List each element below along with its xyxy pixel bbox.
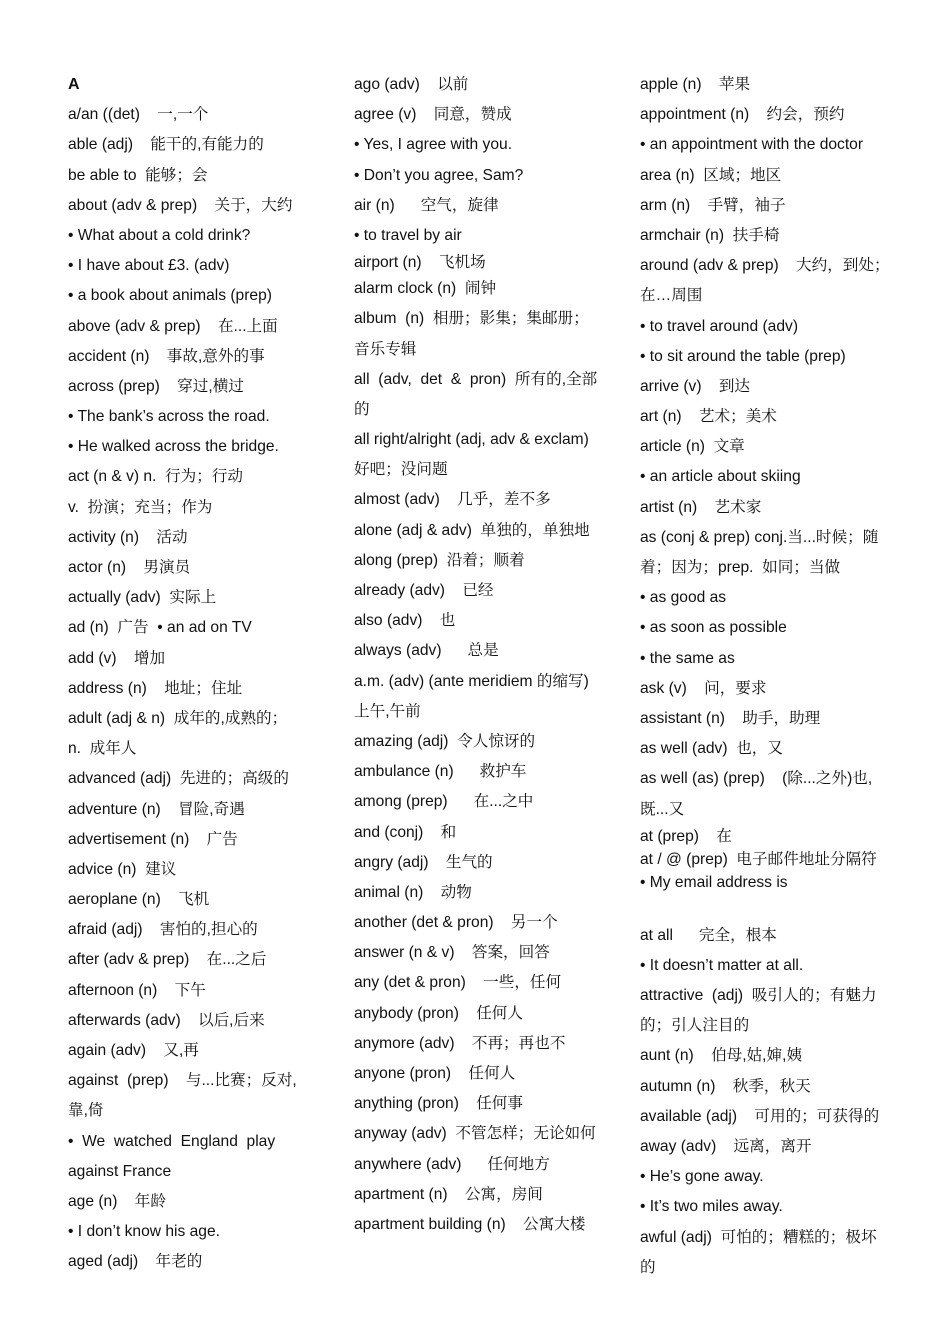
entry-line: add (v) 增加	[68, 649, 166, 667]
entry-line: actor (n) 男演员	[68, 559, 191, 576]
entry-line: autumn (n) 秋季，秋天	[640, 1077, 811, 1095]
entry-line: apartment (n) 公寓，房间	[354, 1185, 543, 1203]
entry-line: actually (adv) 实际上	[68, 589, 217, 607]
entry-line: already (adv) 已经	[354, 582, 494, 599]
section-heading: A	[68, 76, 80, 93]
example-line: • to travel by air	[354, 226, 462, 244]
entry-line: appointment (n) 约会，预约	[640, 106, 845, 124]
entry-line: all right/alright (adj, adv & exclam)	[354, 431, 589, 449]
example-line: • as good as	[640, 589, 727, 607]
entry-line: 上午,午前	[354, 702, 421, 720]
entry-line: anyway (adv) 不管怎样；无论如何	[354, 1125, 596, 1143]
entry-line: anywhere (adv) 任何地方	[354, 1155, 550, 1173]
example-line: • the same as	[640, 649, 735, 667]
entry-line: v. 扮演；充当；作为	[68, 498, 213, 516]
entry-line: airport (n) 飞机场	[354, 254, 486, 272]
entry-line: advanced (adj) 先进的；高级的	[68, 770, 289, 788]
entry-line: anyone (pron) 任何人	[354, 1065, 516, 1082]
example-line: • It doesn’t matter at all.	[640, 956, 804, 974]
entry-line: 的	[640, 1258, 656, 1276]
entry-line: 好吧；没问题	[354, 461, 448, 479]
entry-line: adventure (n) 冒险,奇遇	[68, 800, 245, 818]
entry-line: another (det & pron) 另一个	[354, 914, 558, 932]
example-line: • as soon as possible	[640, 619, 787, 637]
entry-line: armchair (n) 扶手椅	[640, 226, 780, 244]
example-line: • My email address is	[640, 873, 788, 891]
entry-line: a.m. (adv) (ante meridiem 的缩写)	[354, 672, 589, 690]
entry-line: a/an ((det) 一,一个	[68, 106, 209, 124]
entry-line: above (adv & prep) 在...上面	[68, 317, 278, 335]
entry-line: age (n) 年龄	[68, 1192, 166, 1210]
entry-line: amazing (adj) 令人惊讶的	[354, 732, 536, 750]
example-line: • I don’t know his age.	[68, 1223, 220, 1241]
entry-line: at / @ (prep) 电子邮件地址分隔符	[640, 850, 877, 868]
entry-line: attractive (adj) 吸引人的；有魅力	[640, 987, 877, 1005]
entry-line: article (n) 文章	[640, 438, 745, 456]
entry-line: aunt (n) 伯母,姑,婶,姨	[640, 1047, 803, 1065]
entry-line: and (conj) 和	[354, 823, 457, 841]
example-line: • He’s gone away.	[640, 1168, 764, 1186]
entry-line: available (adj) 可用的；可获得的	[640, 1107, 880, 1125]
entry-line: advice (n) 建议	[68, 860, 177, 878]
entry-line: arm (n) 手臂，袖子	[640, 196, 786, 214]
entry-line: at all 完全，根本	[640, 926, 777, 944]
entry-line: against (prep) 与...比赛；反对,	[68, 1072, 297, 1090]
example-line: • to travel around (adv)	[640, 317, 799, 335]
column-2	[354, 70, 610, 1240]
example-line: • What about a cold drink?	[68, 226, 251, 244]
entry-line: animal (n) 动物	[354, 883, 472, 901]
entry-line: again (adv) 又,再	[68, 1042, 199, 1059]
entry-line: accident (n) 事故,意外的事	[68, 347, 265, 365]
entry-line: as well (as) (prep) (除...之外)也,	[640, 770, 873, 788]
entry-line: able (adj) 能干的,有能力的	[68, 136, 264, 154]
entry-line: apple (n) 苹果	[640, 76, 751, 93]
entry-line: act (n & v) n. 行为；行动	[68, 468, 244, 486]
entry-line: away (adv) 远离，离开	[640, 1138, 812, 1155]
entry-line: album (n) 相册；影集；集邮册；	[354, 310, 589, 328]
entry-line: 靠,倚	[68, 1102, 104, 1120]
example-line: • We watched England play	[68, 1132, 276, 1150]
entry-line: apartment building (n) 公寓大楼	[354, 1215, 586, 1233]
entry-line: afterwards (adv) 以后,后来	[68, 1011, 265, 1029]
entry-line: ago (adv) 以前	[354, 76, 469, 93]
entry-line: awful (adj) 可怕的；糟糕的；极坏	[640, 1228, 877, 1246]
column-3	[640, 70, 896, 1283]
example-line: • It’s two miles away.	[640, 1198, 783, 1216]
example-line: • Yes, I agree with you.	[354, 136, 513, 154]
example-line: • The bank’s across the road.	[68, 408, 270, 426]
entry-line: answer (n & v) 答案，回答	[354, 944, 550, 962]
entry-line: 的	[354, 400, 370, 418]
entry-line: as (conj & prep) conj.当...时候；随	[640, 528, 879, 546]
entry-line: angry (adj) 生气的	[354, 853, 493, 871]
entry-line: 在…周围	[640, 287, 703, 305]
entry-line: any (det & pron) 一些，任何	[354, 974, 562, 992]
entry-line: air (n) 空气，旋律	[354, 196, 499, 214]
entry-line: afternoon (n) 下午	[68, 981, 206, 999]
entry-line: ambulance (n) 救护车	[354, 763, 527, 781]
example-line: • I have about £3. (adv)	[68, 257, 230, 275]
entry-line: almost (adv) 几乎，差不多	[354, 491, 551, 509]
entry-line: about (adv & prep) 关于，大约	[68, 196, 293, 214]
entry-line: anything (pron) 任何事	[354, 1095, 523, 1113]
entry-line: adult (adj & n) 成年的,成熟的；	[68, 709, 288, 727]
example-line: • a book about animals (prep)	[68, 287, 272, 305]
entry-line: artist (n) 艺术家	[640, 498, 762, 516]
entry-line: as well (adv) 也，又	[640, 740, 783, 758]
example-line: • Don’t you agree, Sam?	[354, 166, 524, 184]
entry-line: alone (adj & adv) 单独的，单独地	[354, 521, 590, 539]
entry-line: ask (v) 问，要求	[640, 679, 767, 697]
entry-line: area (n) 区域；地区	[640, 166, 782, 184]
entry-line: advertisement (n) 广告	[68, 830, 238, 848]
entry-line: alarm clock (n) 闹钟	[354, 280, 497, 298]
entry-line: assistant (n) 助手，助理	[640, 709, 821, 727]
example-line: • He walked across the bridge.	[68, 438, 279, 456]
entry-line: 既...又	[640, 800, 685, 818]
entry-line: always (adv) 总是	[354, 642, 499, 660]
entry-line: among (prep) 在...之中	[354, 793, 534, 811]
entry-line: 音乐专辑	[354, 340, 417, 358]
entry-line: across (prep) 穿过,横过	[68, 377, 244, 395]
entry-line: along (prep) 沿着；顺着	[354, 551, 525, 569]
entry-line: aeroplane (n) 飞机	[68, 891, 210, 909]
entry-line: at (prep) 在	[640, 827, 732, 845]
entry-line: activity (n) 活动	[68, 528, 188, 546]
entry-line: aged (adj) 年老的	[68, 1253, 203, 1271]
entry-line: anymore (adv) 不再；再也不	[354, 1034, 566, 1052]
column-1	[68, 70, 326, 1278]
entry-line: anybody (pron) 任何人	[354, 1004, 523, 1022]
example-line: • to sit around the table (prep)	[640, 347, 846, 365]
entry-line: 的；引人注目的	[640, 1017, 750, 1035]
entry-line: arrive (v) 到达	[640, 377, 751, 395]
spacer	[640, 894, 896, 921]
entry-line: art (n) 艺术；美术	[640, 408, 777, 426]
entry-line: around (adv & prep) 大约，到处；	[640, 257, 890, 275]
example-line: • an appointment with the doctor	[640, 136, 864, 154]
entry-line: all (adv, det & pron) 所有的,全部	[354, 370, 598, 388]
example-line: against France	[68, 1162, 172, 1180]
entry-line: address (n) 地址；住址	[68, 679, 243, 697]
entry-line: n. 成年人	[68, 740, 137, 758]
entry-line: agree (v) 同意，赞成	[354, 106, 512, 124]
entry-line: ad (n) 广告 • an ad on TV	[68, 619, 252, 637]
entry-line: afraid (adj) 害怕的,担心的	[68, 921, 258, 939]
entry-line: after (adv & prep) 在...之后	[68, 951, 267, 969]
entry-line: also (adv) 也	[354, 612, 456, 630]
entry-line: 着；因为；prep. 如同；当做	[640, 559, 841, 576]
entry-line: be able to 能够；会	[68, 166, 208, 184]
example-line: • an article about skiing	[640, 468, 801, 486]
